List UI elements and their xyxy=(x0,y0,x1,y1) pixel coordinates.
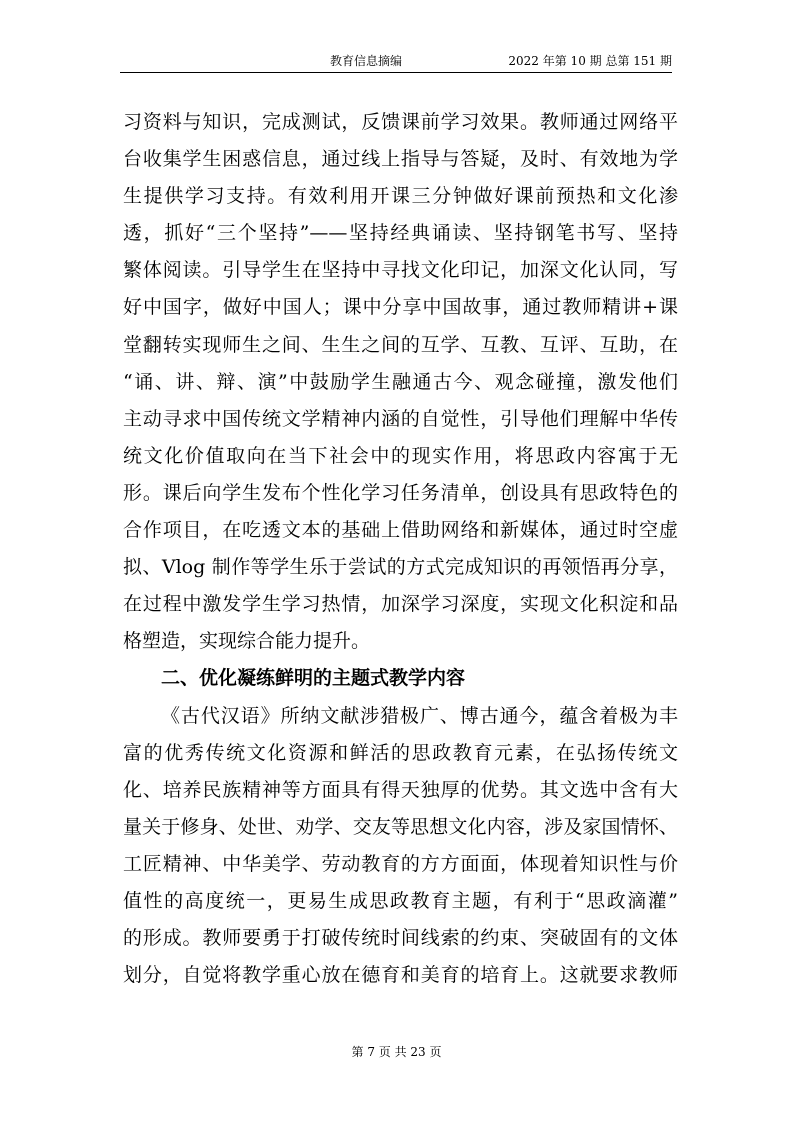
body-line: 化、培养民族精神等方面具有得天独厚的优势。其文选中含有大 xyxy=(123,778,678,801)
body-line: 好中国字，做好中国人；课中分享中国故事，通过教师精讲+课 xyxy=(123,296,678,319)
body-line: 形。课后向学生发布个性化学习任务清单，创设具有思政特色的 xyxy=(123,481,678,504)
body-line: 拟、Vlog 制作等学生乐于尝试的方式完成知识的再领悟再分享， xyxy=(123,556,678,579)
page-footer xyxy=(0,1043,793,1061)
body-line: 统文化价值取向在当下社会中的现实作用，将思政内容寓于无 xyxy=(123,444,678,467)
body-line: 透，抓好“三个坚持”——坚持经典诵读、坚持钢笔书写、坚持 xyxy=(123,222,678,245)
body-line: 台收集学生困惑信息，通过线上指导与答疑，及时、有效地为学 xyxy=(123,148,678,171)
document-body xyxy=(123,104,678,994)
body-line: 主动寻求中国传统文学精神内涵的自觉性，引导他们理解中华传 xyxy=(123,407,678,430)
body-line: 划分，自觉将教学重心放在德育和美育的培育上。这就要求教师 xyxy=(123,964,678,987)
page-number: 第 7 页 共 23 页 xyxy=(351,1045,442,1059)
issue-info: 2022 年第 10 期 总第 151 期 xyxy=(508,54,672,68)
body-line: 在过程中激发学生学习热情，加深学习深度，实现文化积淀和品 xyxy=(123,593,678,616)
body-line: 值性的高度统一，更易生成思政教育主题，有利于“思政滴灌” xyxy=(123,889,678,912)
body-line: 习资料与知识，完成测试，反馈课前学习效果。教师通过网络平 xyxy=(123,111,678,133)
body-line: 繁体阅读。引导学生在坚持中寻找文化印记，加深文化认同，写 xyxy=(123,259,678,282)
body-line: 生提供学习支持。有效利用开课三分钟做好课前预热和文化渗 xyxy=(123,185,678,208)
section-heading: 二、优化凝练鲜明的主题式教学内容 xyxy=(161,667,466,690)
body-line: “诵、讲、辩、演”中鼓励学生融通古今、观念碰撞，激发他们 xyxy=(123,370,678,393)
page-header xyxy=(120,52,672,73)
body-line: 富的优秀传统文化资源和鲜活的思政教育元素，在弘扬传统文 xyxy=(123,741,678,764)
body-line: 工匠精神、中华美学、劳动教育的方方面面，体现着知识性与价 xyxy=(123,852,678,875)
body-line: 的形成。教师要勇于打破传统时间线索的约束、突破固有的文体 xyxy=(123,927,678,950)
body-line: 合作项目，在吃透文本的基础上借助网络和新媒体，通过时空虚 xyxy=(123,519,678,542)
body-line: 《古代汉语》所纳文献涉猎极广、博古通今，蕴含着极为丰 xyxy=(161,704,678,727)
body-line: 量关于修身、处世、劝学、交友等思想文化内容，涉及家国情怀、 xyxy=(123,815,678,838)
body-line: 格塑造，实现综合能力提升。 xyxy=(123,630,371,653)
publication-title: 教育信息摘编 xyxy=(330,54,403,68)
body-line: 堂翻转实现师生之间、生生之间的互学、互教、互评、互助，在 xyxy=(123,333,678,356)
